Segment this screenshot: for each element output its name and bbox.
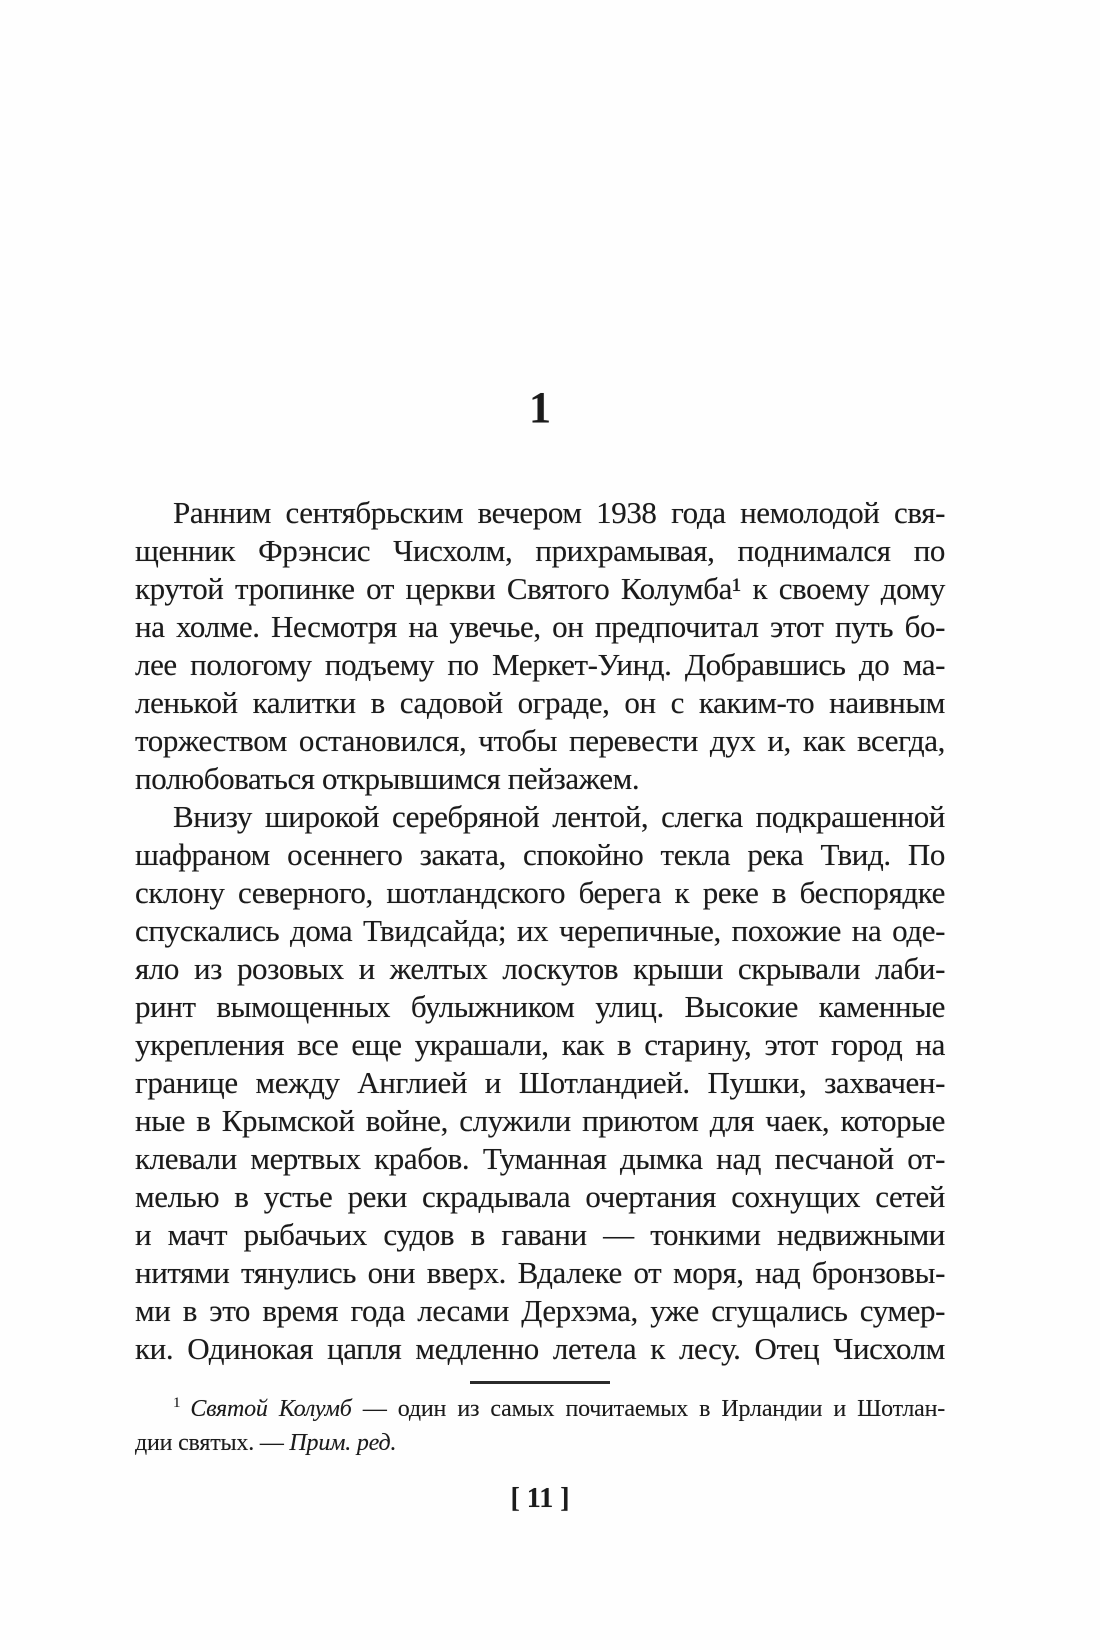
body-line: торжеством остановился, чтобы перевести дух и, как всегда, — [135, 723, 945, 758]
body-line: Ранним сентябрьским вечером 1938 года немолодой свя- — [173, 495, 945, 530]
body-line: крутой тропинке от церкви Святого Колумба¹ к своему дому — [135, 571, 945, 606]
body-line: яло из розовых и желтых лоскутов крыши скрывали лаби- — [135, 951, 945, 986]
body-line: нитями тянулись они вверх. Вдалеке от моря, над бронзовы- — [135, 1255, 945, 1290]
body-line: Внизу широкой серебряной лентой, слегка подкрашенной — [173, 799, 945, 834]
body-paragraphs — [135, 494, 945, 1368]
body-line: ленькой калитки в садовой ограде, он с каким-то наивным — [135, 685, 945, 720]
body-line: укрепления все еще украшали, как в старину, этот город на — [135, 1027, 945, 1062]
body-line: полюбоваться открывшимся пейзажем. — [135, 761, 640, 796]
body-line: склону северного, шотландского берега к реке в беспорядке — [135, 875, 945, 910]
paragraph — [135, 798, 945, 1368]
body-line: шафраном осеннего заката, спокойно текла река Твид. По — [135, 837, 945, 872]
body-line: ные в Крымской войне, служили приютом для чаек, которые — [135, 1103, 945, 1138]
footnote-italic-text: Прим. ред. — [289, 1430, 397, 1456]
body-line: клевали мертвых крабов. Туманная дымка над песчаной от- — [135, 1141, 945, 1176]
body-line: ринт вымощенных булыжником улиц. Высокие каменные — [135, 989, 945, 1024]
page-number: [ 11 ] — [510, 1483, 570, 1514]
footnote-line — [135, 1392, 945, 1426]
body-line: границе между Англией и Шотландией. Пушки, захвачен- — [135, 1065, 945, 1100]
footnote-text: дии святых. — — [135, 1430, 290, 1456]
footnote-rule — [470, 1381, 610, 1384]
footnote-italic-text: Святой Колумб — [190, 1396, 352, 1422]
body-line: ки. Одинокая цапля медленно летела к лесу. Отец Чисхолм — [135, 1331, 945, 1366]
paragraph — [135, 494, 945, 798]
body-line: на холме. Несмотря на увечье, он предпочитал этот путь бо- — [135, 609, 945, 644]
body-line: мелью в устье реки скрадывала очертания сохнущих сетей — [135, 1179, 945, 1214]
footnote-marker: 1 — [173, 1395, 181, 1411]
chapter-number: 1 — [529, 383, 551, 432]
body-line: спускались дома Твидсайда; их черепичные, похожие на оде- — [135, 913, 945, 948]
footnote-text: — один из самых почитаемых в Ирландии и Шотлан- — [351, 1396, 945, 1422]
footnote-line — [135, 1426, 945, 1460]
body-line: и мачт рыбачьих судов в гавани — тонкими недвижными — [135, 1217, 945, 1252]
text-column — [135, 383, 945, 1514]
body-line: ми в это время года лесами Дерхэма, уже сгущались сумер- — [135, 1293, 945, 1328]
body-line: щенник Фрэнсис Чисхолм, прихрамывая, поднимался по — [135, 533, 945, 568]
footnote — [135, 1392, 945, 1460]
body-line: лее пологому подъему по Меркет-Уинд. Добравшись до ма- — [135, 647, 945, 682]
